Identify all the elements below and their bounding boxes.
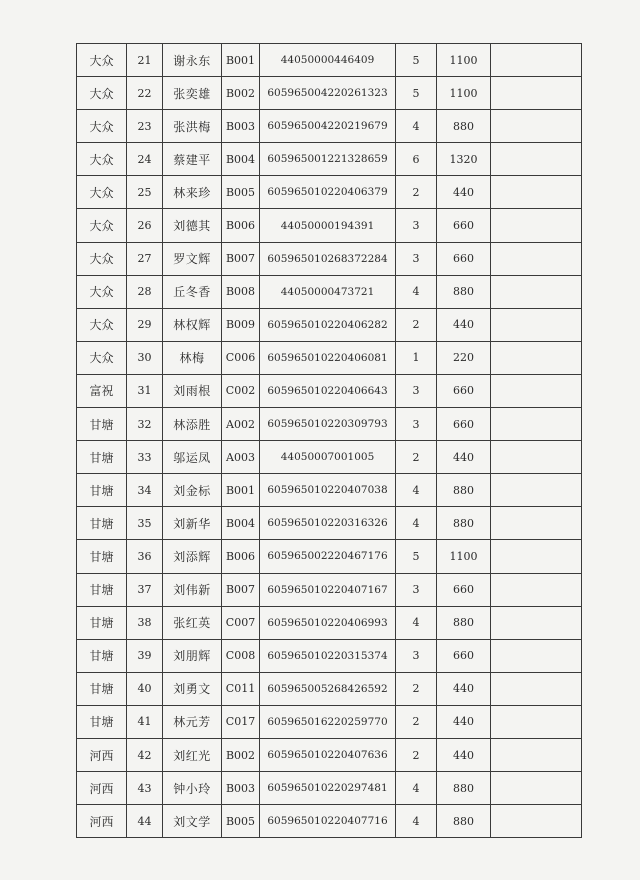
name-cell: 刘新华 [163, 507, 222, 540]
table-row [77, 606, 582, 639]
bank-account-cell: 605965016220259770 [260, 705, 396, 738]
serial-number-cell: 22 [127, 77, 163, 110]
serial-number-cell: 26 [127, 209, 163, 242]
name-cell: 刘勇文 [163, 672, 222, 705]
serial-number-cell: 38 [127, 606, 163, 639]
remark-cell [491, 474, 582, 507]
table-row [77, 242, 582, 275]
people-count-cell: 4 [396, 772, 437, 805]
amount-cell: 660 [437, 639, 491, 672]
bank-account-cell: 605965010220406282 [260, 308, 396, 341]
area-cell: 河西 [77, 772, 127, 805]
amount-cell: 660 [437, 242, 491, 275]
people-count-cell: 3 [396, 639, 437, 672]
serial-number-cell: 36 [127, 540, 163, 573]
amount-cell: 440 [437, 672, 491, 705]
name-cell: 刘红光 [163, 738, 222, 771]
household-code-cell: B005 [222, 176, 260, 209]
amount-cell: 880 [437, 606, 491, 639]
area-cell: 甘塘 [77, 507, 127, 540]
table-row [77, 176, 582, 209]
area-cell: 甘塘 [77, 474, 127, 507]
bank-account-cell: 605965010220406081 [260, 341, 396, 374]
serial-number-cell: 29 [127, 308, 163, 341]
household-code-cell: B006 [222, 209, 260, 242]
table-row [77, 639, 582, 672]
bank-account-cell: 605965010220407038 [260, 474, 396, 507]
household-code-cell: B003 [222, 772, 260, 805]
household-code-cell: B005 [222, 805, 260, 838]
amount-cell: 880 [437, 772, 491, 805]
bank-account-cell: 605965002220467176 [260, 540, 396, 573]
amount-cell: 880 [437, 474, 491, 507]
serial-number-cell: 43 [127, 772, 163, 805]
amount-cell: 440 [437, 705, 491, 738]
table-row [77, 408, 582, 441]
people-count-cell: 3 [396, 408, 437, 441]
people-count-cell: 3 [396, 209, 437, 242]
name-cell: 蔡建平 [163, 143, 222, 176]
serial-number-cell: 41 [127, 705, 163, 738]
area-cell: 大众 [77, 143, 127, 176]
name-cell: 林来珍 [163, 176, 222, 209]
table-body [77, 44, 582, 838]
people-count-cell: 4 [396, 606, 437, 639]
people-count-cell: 4 [396, 474, 437, 507]
amount-cell: 880 [437, 805, 491, 838]
serial-number-cell: 40 [127, 672, 163, 705]
people-count-cell: 2 [396, 672, 437, 705]
area-cell: 大众 [77, 275, 127, 308]
name-cell: 林权辉 [163, 308, 222, 341]
bank-account-cell: 44050007001005 [260, 441, 396, 474]
serial-number-cell: 24 [127, 143, 163, 176]
table-row [77, 705, 582, 738]
name-cell: 罗文辉 [163, 242, 222, 275]
household-code-cell: C008 [222, 639, 260, 672]
name-cell: 林元芳 [163, 705, 222, 738]
amount-cell: 220 [437, 341, 491, 374]
people-count-cell: 4 [396, 805, 437, 838]
area-cell: 大众 [77, 176, 127, 209]
household-code-cell: A002 [222, 408, 260, 441]
amount-cell: 660 [437, 209, 491, 242]
people-count-cell: 2 [396, 441, 437, 474]
remark-cell [491, 308, 582, 341]
table-row [77, 540, 582, 573]
table-row [77, 441, 582, 474]
area-cell: 大众 [77, 242, 127, 275]
household-code-cell: B004 [222, 507, 260, 540]
name-cell: 刘添辉 [163, 540, 222, 573]
people-count-cell: 3 [396, 374, 437, 407]
serial-number-cell: 21 [127, 44, 163, 77]
name-cell: 谢永东 [163, 44, 222, 77]
serial-number-cell: 42 [127, 738, 163, 771]
name-cell: 刘朋辉 [163, 639, 222, 672]
amount-cell: 1320 [437, 143, 491, 176]
bank-account-cell: 605965004220219679 [260, 110, 396, 143]
household-code-cell: C006 [222, 341, 260, 374]
subsidy-table [76, 43, 582, 838]
amount-cell: 660 [437, 573, 491, 606]
table-row [77, 44, 582, 77]
table-row [77, 209, 582, 242]
serial-number-cell: 23 [127, 110, 163, 143]
remark-cell [491, 705, 582, 738]
remark-cell [491, 143, 582, 176]
area-cell: 大众 [77, 110, 127, 143]
area-cell: 河西 [77, 805, 127, 838]
remark-cell [491, 441, 582, 474]
amount-cell: 880 [437, 507, 491, 540]
table-row [77, 507, 582, 540]
name-cell: 钟小玲 [163, 772, 222, 805]
household-code-cell: B006 [222, 540, 260, 573]
bank-account-cell: 605965001221328659 [260, 143, 396, 176]
people-count-cell: 2 [396, 176, 437, 209]
bank-account-cell: 44050000194391 [260, 209, 396, 242]
bank-account-cell: 605965010220316326 [260, 507, 396, 540]
remark-cell [491, 772, 582, 805]
amount-cell: 660 [437, 374, 491, 407]
household-code-cell: B001 [222, 474, 260, 507]
bank-account-cell: 605965010220309793 [260, 408, 396, 441]
remark-cell [491, 573, 582, 606]
remark-cell [491, 110, 582, 143]
bank-account-cell: 44050000473721 [260, 275, 396, 308]
amount-cell: 880 [437, 275, 491, 308]
household-code-cell: B004 [222, 143, 260, 176]
people-count-cell: 2 [396, 705, 437, 738]
people-count-cell: 5 [396, 44, 437, 77]
remark-cell [491, 738, 582, 771]
bank-account-cell: 605965010220406993 [260, 606, 396, 639]
area-cell: 河西 [77, 738, 127, 771]
area-cell: 甘塘 [77, 705, 127, 738]
name-cell: 刘文学 [163, 805, 222, 838]
area-cell: 大众 [77, 77, 127, 110]
serial-number-cell: 32 [127, 408, 163, 441]
area-cell: 大众 [77, 308, 127, 341]
amount-cell: 1100 [437, 44, 491, 77]
remark-cell [491, 341, 582, 374]
area-cell: 大众 [77, 209, 127, 242]
area-cell: 甘塘 [77, 540, 127, 573]
area-cell: 甘塘 [77, 573, 127, 606]
remark-cell [491, 176, 582, 209]
people-count-cell: 4 [396, 507, 437, 540]
household-code-cell: B003 [222, 110, 260, 143]
serial-number-cell: 28 [127, 275, 163, 308]
remark-cell [491, 44, 582, 77]
name-cell: 张洪梅 [163, 110, 222, 143]
remark-cell [491, 77, 582, 110]
remark-cell [491, 639, 582, 672]
bank-account-cell: 605965010220297481 [260, 772, 396, 805]
remark-cell [491, 805, 582, 838]
area-cell: 大众 [77, 44, 127, 77]
bank-account-cell: 605965004220261323 [260, 77, 396, 110]
bank-account-cell: 605965010220315374 [260, 639, 396, 672]
remark-cell [491, 672, 582, 705]
bank-account-cell: 605965010268372284 [260, 242, 396, 275]
household-code-cell: B007 [222, 573, 260, 606]
table-row [77, 805, 582, 838]
people-count-cell: 6 [396, 143, 437, 176]
table-row [77, 110, 582, 143]
people-count-cell: 4 [396, 275, 437, 308]
table-row [77, 374, 582, 407]
people-count-cell: 5 [396, 77, 437, 110]
amount-cell: 440 [437, 441, 491, 474]
table-row [77, 738, 582, 771]
remark-cell [491, 209, 582, 242]
household-code-cell: B001 [222, 44, 260, 77]
household-code-cell: B002 [222, 77, 260, 110]
name-cell: 刘伟新 [163, 573, 222, 606]
serial-number-cell: 27 [127, 242, 163, 275]
bank-account-cell: 605965010220406379 [260, 176, 396, 209]
people-count-cell: 5 [396, 540, 437, 573]
household-code-cell: B002 [222, 738, 260, 771]
serial-number-cell: 35 [127, 507, 163, 540]
household-code-cell: B009 [222, 308, 260, 341]
area-cell: 甘塘 [77, 639, 127, 672]
table-row [77, 77, 582, 110]
name-cell: 丘冬香 [163, 275, 222, 308]
name-cell: 张红英 [163, 606, 222, 639]
amount-cell: 440 [437, 738, 491, 771]
remark-cell [491, 408, 582, 441]
table-row [77, 672, 582, 705]
area-cell: 大众 [77, 341, 127, 374]
household-code-cell: C017 [222, 705, 260, 738]
serial-number-cell: 37 [127, 573, 163, 606]
household-code-cell: B007 [222, 242, 260, 275]
people-count-cell: 2 [396, 308, 437, 341]
area-cell: 甘塘 [77, 606, 127, 639]
amount-cell: 440 [437, 308, 491, 341]
table-row [77, 143, 582, 176]
amount-cell: 1100 [437, 77, 491, 110]
household-code-cell: C002 [222, 374, 260, 407]
table-row [77, 474, 582, 507]
remark-cell [491, 374, 582, 407]
name-cell: 刘雨根 [163, 374, 222, 407]
remark-cell [491, 275, 582, 308]
serial-number-cell: 34 [127, 474, 163, 507]
table-row [77, 308, 582, 341]
area-cell: 甘塘 [77, 408, 127, 441]
serial-number-cell: 31 [127, 374, 163, 407]
name-cell: 邬运凤 [163, 441, 222, 474]
remark-cell [491, 540, 582, 573]
bank-account-cell: 605965010220407716 [260, 805, 396, 838]
people-count-cell: 2 [396, 738, 437, 771]
bank-account-cell: 605965010220407167 [260, 573, 396, 606]
remark-cell [491, 606, 582, 639]
name-cell: 刘金标 [163, 474, 222, 507]
bank-account-cell: 605965005268426592 [260, 672, 396, 705]
serial-number-cell: 44 [127, 805, 163, 838]
bank-account-cell: 44050000446409 [260, 44, 396, 77]
people-count-cell: 3 [396, 242, 437, 275]
area-cell: 甘塘 [77, 672, 127, 705]
bank-account-cell: 605965010220406643 [260, 374, 396, 407]
amount-cell: 1100 [437, 540, 491, 573]
bank-account-cell: 605965010220407636 [260, 738, 396, 771]
serial-number-cell: 25 [127, 176, 163, 209]
table-row [77, 275, 582, 308]
table-row [77, 341, 582, 374]
household-code-cell: A003 [222, 441, 260, 474]
serial-number-cell: 30 [127, 341, 163, 374]
area-cell: 富祝 [77, 374, 127, 407]
serial-number-cell: 33 [127, 441, 163, 474]
remark-cell [491, 507, 582, 540]
amount-cell: 660 [437, 408, 491, 441]
table-row [77, 573, 582, 606]
amount-cell: 880 [437, 110, 491, 143]
people-count-cell: 4 [396, 110, 437, 143]
serial-number-cell: 39 [127, 639, 163, 672]
remark-cell [491, 242, 582, 275]
household-code-cell: C007 [222, 606, 260, 639]
name-cell: 林梅 [163, 341, 222, 374]
people-count-cell: 3 [396, 573, 437, 606]
people-count-cell: 1 [396, 341, 437, 374]
table-row [77, 772, 582, 805]
name-cell: 刘德其 [163, 209, 222, 242]
household-code-cell: C011 [222, 672, 260, 705]
amount-cell: 440 [437, 176, 491, 209]
household-code-cell: B008 [222, 275, 260, 308]
area-cell: 甘塘 [77, 441, 127, 474]
name-cell: 张奕雄 [163, 77, 222, 110]
name-cell: 林添胜 [163, 408, 222, 441]
